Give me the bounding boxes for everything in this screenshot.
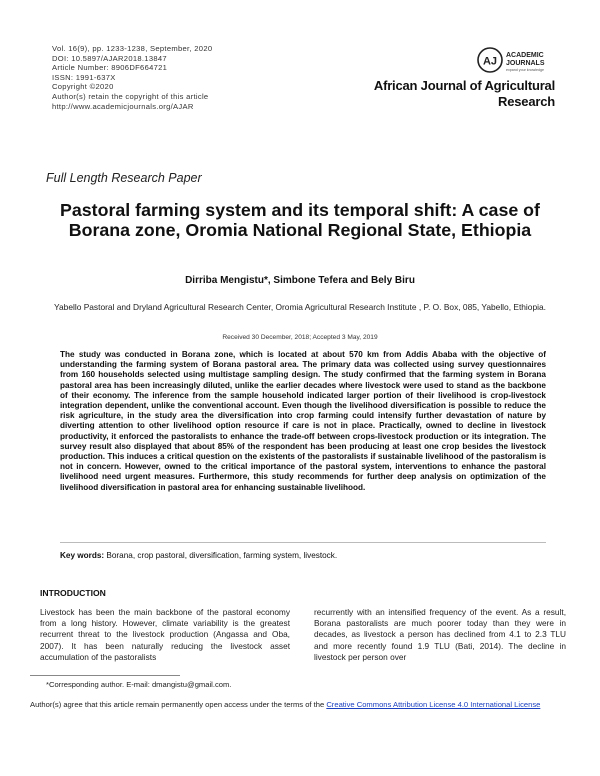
meta-doi: DOI: 10.5897/AJAR2018.13847 xyxy=(52,53,167,63)
keywords-divider xyxy=(60,542,546,543)
meta-rights: Author(s) retain the copyright of this article xyxy=(52,91,209,101)
logo-mark: AJ xyxy=(482,55,498,68)
license-text: Author(s) agree that this article remain permanently open access under the terms of the xyxy=(30,700,325,709)
introduction-column-right: recurrently with an intensified frequency of the event. As a result, Borana pastoralists are much poorer today than they were in decades, as livestock a person has declined from 4.1 to 2.3 TLU and more recently found 1.9 TLU (Bati, 2014). The decline in livestock per person over xyxy=(314,607,566,662)
footnote-divider xyxy=(30,675,180,676)
meta-url[interactable]: http://www.academicjournals.org/AJAR xyxy=(52,101,194,111)
academic-journals-logo xyxy=(476,46,566,81)
introduction-heading: INTRODUCTION xyxy=(40,588,106,598)
affiliation: Yabello Pastoral and Dryland Agricultural Research Center, Oromia Agricultural Research Institute , P. O. Box, 085, Yabello, Ethiopia. xyxy=(54,302,546,312)
meta-issn: ISSN: 1991-637X xyxy=(52,72,116,82)
meta-volume: Vol. 16(9), pp. 1233-1238, September, 2020 xyxy=(52,44,213,53)
license-link[interactable]: Creative Commons Attribution License 4.0 International License xyxy=(326,700,541,709)
journal-name: African Journal of Agricultural Research xyxy=(373,78,555,109)
introduction-column-left: Livestock has been the main backbone of the pastoral economy from a long history. However, climate variability is the greatest recurrent threat to the livestock production (Angassa and Oba, 2007). It has been naturally reducing the livestock asset accumulation of the pastoralists xyxy=(40,607,290,662)
logo-line2: JOURNALS xyxy=(506,60,545,67)
license-note xyxy=(30,700,570,710)
meta-article-number: Article Number: 8906DF664721 xyxy=(52,63,168,73)
abstract: The study was conducted in Borana zone, which is located at about 570 km from Addis Ababa with the objective of understanding the farming system of Borana pastoral area. The primary data was collected using survey questionnaires from 160 households selected using multistage sampling design. The study confirmed that the farming system in Borana pastoral area has been increasingly diluted, unlike the earlier decades where livestock were used to stand as the backbone of their economy. The inference from the sample household indicated larger portion of their livelihood is crop-livestock integration dependent, unlike the conventional account. Even though the livelihood diversification is possible to reduce the risk agriculture, in the study area the diversification into crop farming could intensify further devastation of nature by diverting attention to other livelihood option resource if care is not in place. Practically, owned to decline in livestock productivity, it enforced the pastoralists to enhance the trade-off between crops-livestock production or its integration. The survey result also displayed that about 85% of the respondent has been producing at least one crop besides the livestock production. This induces a critical question on the existents of the pastoralists if sustainable livelihood of the pastoralism is not in concern. However, owned to the critical importance of the pastoral system, interventions to enhance the pastoral livelihood need urgent measures. Furthermore, this study recommends for further deep analysis on optimization of the livelihood diversification in pastoral area for enhancing sustainable livelihood. xyxy=(60,350,546,492)
keywords-label: Key words: xyxy=(60,551,105,560)
paper-title: Pastoral farming system and its temporal shift: A case of Borana zone, Oromia National Regional State, Ethiopia xyxy=(60,200,540,240)
corresponding-author: *Corresponding author. E-mail: dmangistu@gmail.com. xyxy=(46,680,232,689)
logo-line1: ACADEMIC xyxy=(506,52,544,59)
article-metadata xyxy=(52,44,212,111)
meta-copyright: Copyright ©2020 xyxy=(52,82,114,92)
authors: Dirriba Mengistu*, Simbone Tefera and Bely Biru xyxy=(185,275,415,286)
paper-type: Full Length Research Paper xyxy=(46,171,202,185)
keywords-list: Borana, crop pastoral, diversification, farming system, livestock. xyxy=(106,551,338,560)
logo-tagline: expand your knowledge xyxy=(506,68,544,72)
received-dates: Received 30 December, 2018; Accepted 3 May, 2019 xyxy=(222,334,378,341)
keywords xyxy=(60,551,546,561)
